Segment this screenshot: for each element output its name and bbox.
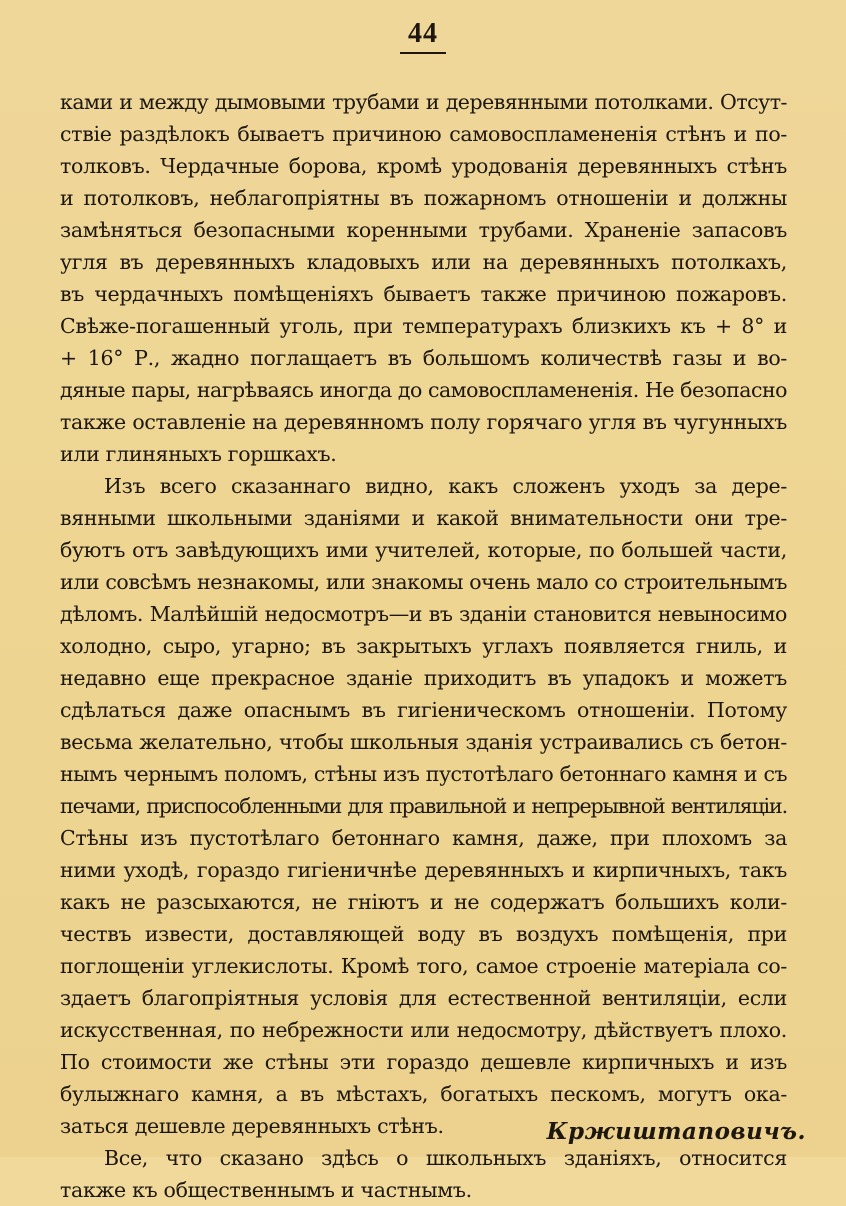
text-line: По стоимости же стѣны эти гораздо дешевле кирпичныхъ и изъ bbox=[60, 1050, 787, 1074]
text-line: нымъ чернымъ поломъ, стѣны изъ пустотѣлаго бетоннаго камня и съ bbox=[60, 762, 787, 786]
text-line: какъ не разсыхаются, не гніютъ и не содержатъ большихъ коли- bbox=[60, 890, 787, 914]
text-line: ними уходѣ, гораздо гигіеничнѣе деревянныхъ и кирпичныхъ, такъ bbox=[60, 858, 787, 882]
page-number bbox=[0, 18, 846, 54]
text-line: чествъ извести, доставляющей воду въ воздухъ помѣщенія, при bbox=[60, 922, 787, 946]
author-signature: Кржиштаповичъ. bbox=[546, 1118, 806, 1145]
text-line: холодно, сыро, угарно; въ закрытыхъ углахъ появляется гниль, и bbox=[60, 634, 787, 658]
text-line: недавно еще прекрасное зданіе приходитъ въ упадокъ и можетъ bbox=[60, 666, 787, 690]
text-line: толковъ. Чердачные борова, кромѣ уродованія деревянныхъ стѣнъ bbox=[60, 154, 787, 178]
text-line: угля въ деревянныхъ кладовыхъ или на деревянныхъ потолкахъ, bbox=[60, 250, 787, 274]
text-line: печами, приспособленными для правильной и непрерывной вентиляціи. bbox=[60, 794, 787, 818]
text-line: замѣняться безопасными коренными трубами. Храненіе запасовъ bbox=[60, 218, 787, 242]
text-line: сдѣлаться даже опаснымъ въ гигіеническомъ отношеніи. Потому bbox=[60, 698, 787, 722]
paragraph-3 bbox=[60, 1142, 787, 1206]
text-line: Свѣже-погашенный уголь, при температурахъ близкихъ къ + 8° и bbox=[60, 314, 787, 338]
text-line: или глиняныхъ горшкахъ. bbox=[60, 442, 337, 466]
text-line: Все, что сказано здѣсь о школьныхъ зданіяхъ, относится bbox=[104, 1146, 787, 1170]
paragraph-2 bbox=[60, 470, 787, 1142]
text-line: ствіе раздѣлокъ бываетъ причиною самовоспламененія стѣнъ и по- bbox=[60, 122, 787, 146]
text-line: также къ общественнымъ и частнымъ. bbox=[60, 1178, 472, 1202]
text-line: Изъ всего сказаннаго видно, какъ сложенъ уходъ за дере- bbox=[104, 474, 787, 498]
text-line: заться дешевле деревянныхъ стѣнъ. bbox=[60, 1114, 444, 1138]
text-line: буютъ отъ завѣдующихъ ими учителей, которые, по большей части, bbox=[60, 538, 787, 562]
text-line: и потолковъ, неблагопріятны въ пожарномъ отношеніи и должны bbox=[60, 186, 787, 210]
text-line: здаетъ благопріятныя условія для естественной вентиляціи, если bbox=[60, 986, 787, 1010]
text-line: ками и между дымовыми трубами и деревянными потолками. Отсут- bbox=[60, 90, 787, 114]
text-line: + 16° Р., жадно поглащаетъ въ большомъ количествѣ газы и во- bbox=[60, 346, 787, 370]
text-line: или совсѣмъ незнакомы, или знакомы очень мало со строительнымъ bbox=[60, 570, 787, 594]
text-line: искусственная, по небрежности или недосмотру, дѣйствуетъ плохо. bbox=[60, 1018, 787, 1042]
body-text bbox=[60, 86, 787, 1206]
text-line: также оставленіе на деревянномъ полу горячаго угля въ чугунныхъ bbox=[60, 410, 787, 434]
text-line: вянными школьными зданіями и какой внимательности они тре- bbox=[60, 506, 787, 530]
text-line: поглощеніи углекислоты. Кромѣ того, самое строеніе матеріала со- bbox=[60, 954, 787, 978]
text-line: въ чердачныхъ помѣщеніяхъ бываетъ также причиною пожаровъ. bbox=[60, 282, 787, 306]
text-line: дяные пары, нагрѣваясь иногда до самовоспламененія. Не безопасно bbox=[60, 378, 787, 402]
text-line: весьма желательно, чтобы школьныя зданія устраивались съ бетон- bbox=[60, 730, 787, 754]
text-line: дѣломъ. Малѣйшій недосмотръ—и въ зданіи становится невыносимо bbox=[60, 602, 787, 626]
text-line: Стѣны изъ пустотѣлаго бетоннаго камня, даже, при плохомъ за bbox=[60, 826, 787, 850]
paragraph-1 bbox=[60, 86, 787, 470]
text-line: булыжнаго камня, а въ мѣстахъ, богатыхъ пескомъ, могутъ ока- bbox=[60, 1082, 787, 1106]
page-number-text: 44 bbox=[400, 18, 446, 54]
